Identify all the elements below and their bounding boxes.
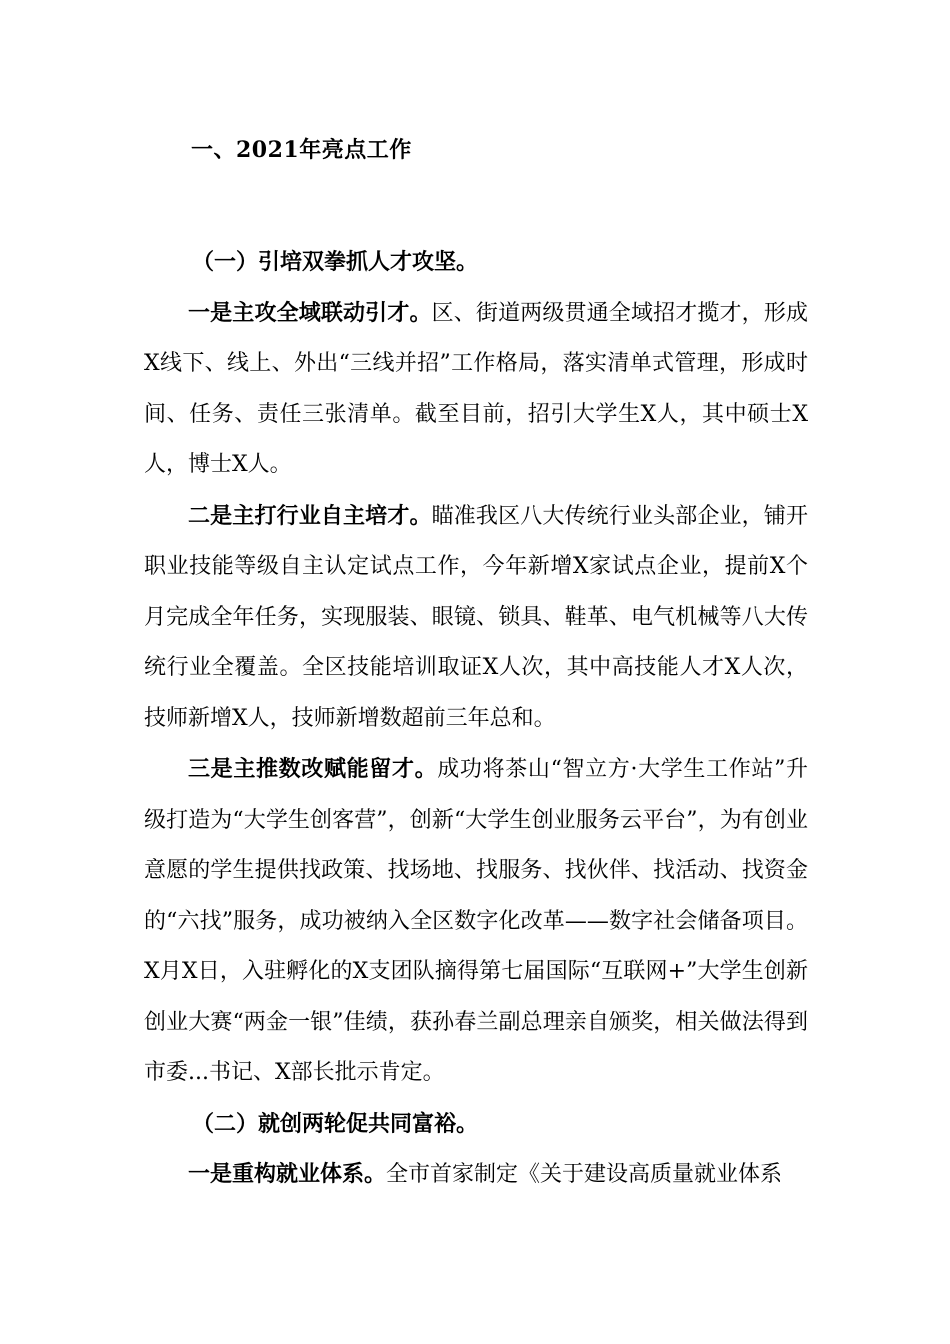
- section-title: 一、2021年亮点工作: [191, 137, 412, 163]
- paragraph-1-2: [144, 491, 808, 745]
- paragraph-1-1: [144, 288, 808, 491]
- paragraph-lead: 三是主推数改赋能留才。: [188, 756, 438, 782]
- paragraph-text: 瞄准我区八大传统行业头部企业，铺开职业技能等级自主认定试点工作，今年新增X家试点企业，提前X个月完成全年任务，实现服装、眼镜、锁具、鞋革、电气机械等八大传统行业全覆盖。全区技能培训取证X人次，其中高技能人才X人次，技师新增X人，技师新增数超前三年总和。: [144, 503, 808, 731]
- paragraph-2-1: [144, 1149, 808, 1201]
- subsection-title-2: （二）就创两轮促共同富裕。: [192, 1110, 479, 1137]
- paragraph-lead: 一是重构就业体系。: [188, 1161, 387, 1187]
- paragraph-text: 全市首家制定《关于建设高质量就业体系: [386, 1162, 783, 1187]
- paragraph-lead: 二是主打行业自主培才。: [188, 502, 432, 529]
- paragraph-1-3: [144, 744, 808, 1099]
- paragraph-text: 成功将茶山“智立方·大学生工作站”升级打造为“大学生创客营”，创新“大学生创业服务云平台”，为有创业意愿的学生提供找政策、找场地、找服务、找伙伴、找活动、找资金的“六找”服务，成功被纳入全区数字化改革——数字社会储备项目。X月X日，入驻孵化的X支团队摘得第七届国际“互联网+”大学生创新创业大赛“两金一银”佳绩，获孙春兰副总理亲自颁奖，相关做法得到市委...书记、X部长批示肯定。: [144, 757, 808, 1085]
- subsection-title-1: （一）引培双拳抓人才攻坚。: [192, 249, 479, 275]
- paragraph-text: 区、街道两级贯通全域招才揽才，形成X线下、线上、外出“三线并招”工作格局，落实清单式管理，形成时间、任务、责任三张清单。截至目前，招引大学生X人，其中硕士X人，博士X人。: [144, 300, 808, 477]
- paragraph-lead: 一是主攻全域联动引才。: [188, 299, 432, 326]
- document-body: [144, 237, 808, 1201]
